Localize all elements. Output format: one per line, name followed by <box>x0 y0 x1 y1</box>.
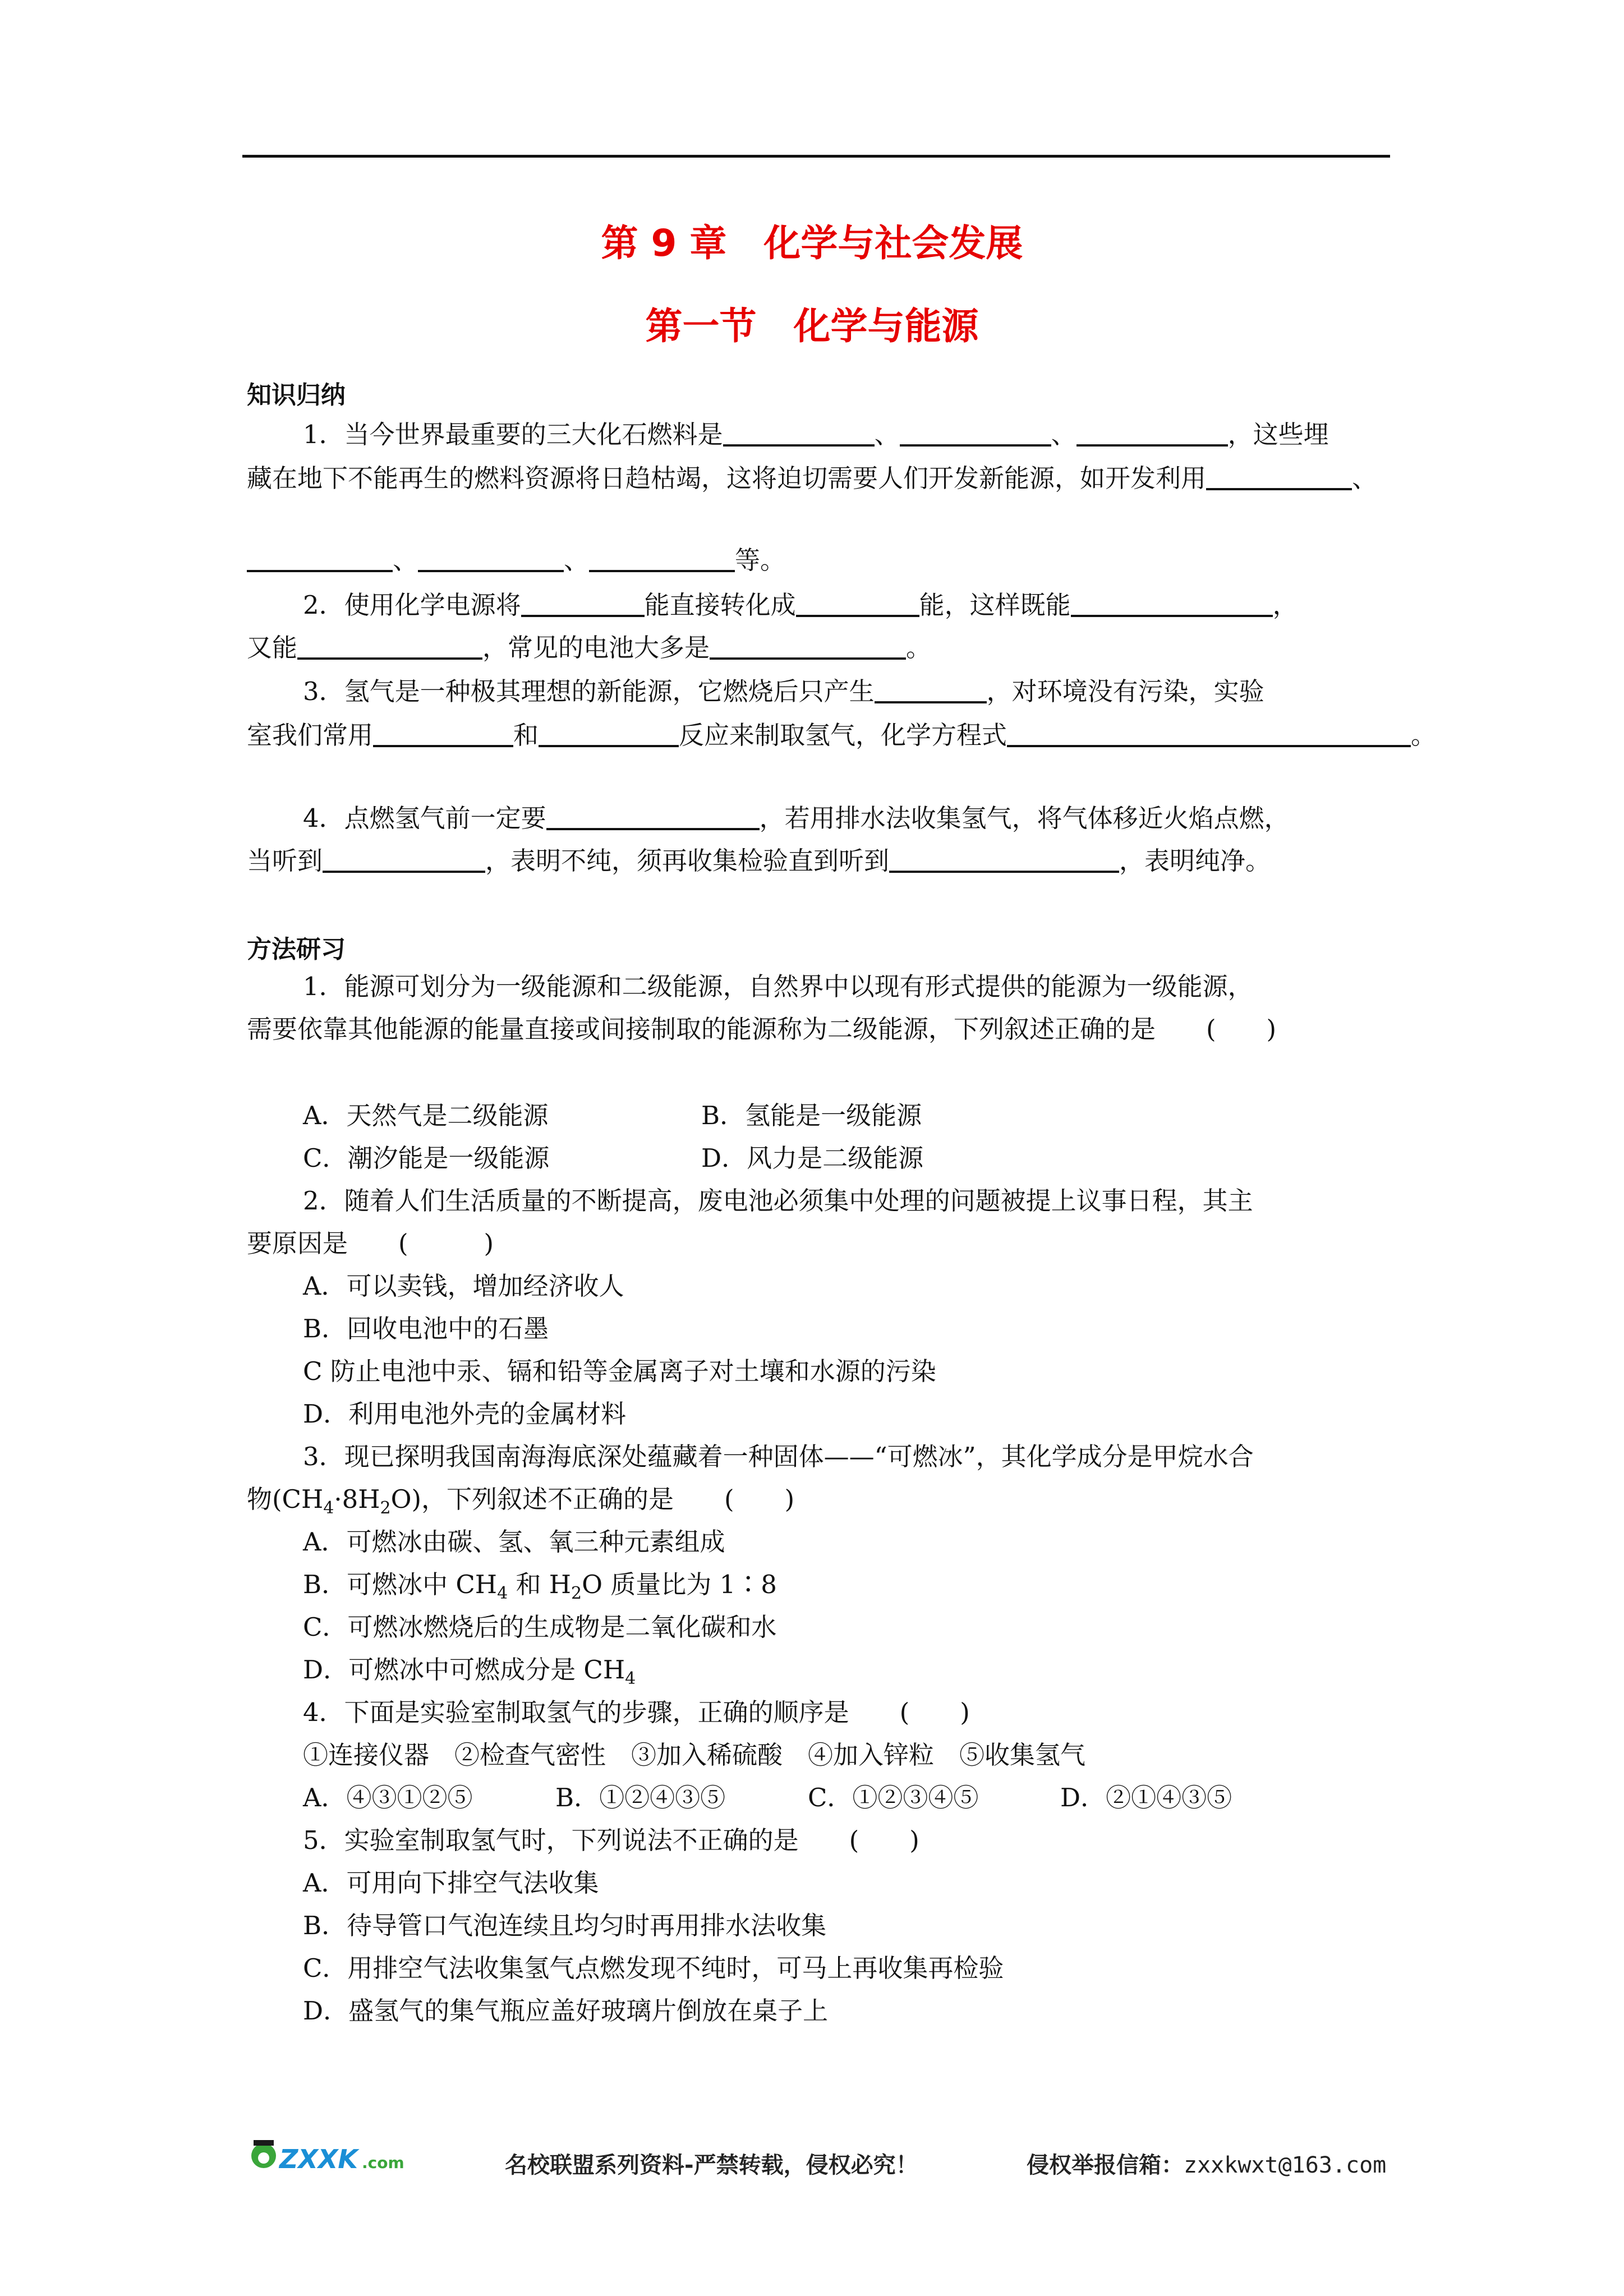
blank[interactable] <box>875 677 987 703</box>
svg-text:.com: .com <box>362 2154 404 2172</box>
method-q3-option-d: D．可燃冰中可燃成分是 $CH_4$ <box>303 1655 636 1688</box>
method-q3-option-a: A．可燃冰由碳、氢、氧三种元素组成 <box>303 1527 725 1557</box>
method-q4-option-c: C．①②③④⑤ <box>808 1783 979 1812</box>
method-q4-option-b: B．①②④③⑤ <box>555 1783 726 1812</box>
footer-slogan: 名校联盟系列资料-严禁转载，侵权必究！ <box>505 2152 918 2178</box>
method-q5-option-d: D．盛氢气的集气瓶应盖好玻璃片倒放在桌子上 <box>303 1996 829 2026</box>
zxxk-logo <box>247 2134 415 2185</box>
methods-heading: 方法研习 <box>247 935 346 964</box>
method-q3-line1: 3．现已探明我国南海海底深处蕴藏着一种固体——“可燃冰”，其化学成分是甲烷水合 <box>303 1442 1254 1471</box>
knowledge-q3-line1: 3．氢气是一种极其理想的新能源，它燃烧后只产生 ，对环境没有污染，实验 <box>303 677 1264 706</box>
blank[interactable] <box>546 803 760 830</box>
blank[interactable] <box>418 545 564 572</box>
blank[interactable] <box>889 846 1119 873</box>
method-q2-option-d: D．利用电池外壳的金属材料 <box>303 1399 627 1429</box>
knowledge-q4-line1: 4．点燃氢气前一定要 ，若用排水法收集氢气，将气体移近火焰点燃， <box>303 803 1290 833</box>
blank[interactable] <box>900 420 1051 447</box>
svg-text:ZXXK: ZXXK <box>279 2144 358 2174</box>
blank[interactable] <box>539 720 679 747</box>
method-q2-option-b: B．回收电池中的石墨 <box>303 1314 549 1343</box>
knowledge-heading: 知识归纳 <box>247 381 346 409</box>
knowledge-q1-line3: 、 、 等。 <box>247 545 785 573</box>
method-q4-option-a: A．④③①②⑤ <box>303 1783 473 1812</box>
blank[interactable] <box>710 633 906 660</box>
knowledge-q2-line1: 2．使用化学电源将 能直接转化成 能，这样既能 ， <box>303 590 1298 620</box>
blank[interactable] <box>796 590 919 617</box>
knowledge-q4-line2: 当听到 ，表明不纯，须再收集检验直到听到 ，表明纯净。 <box>247 846 1271 876</box>
chapter-title: 第 9 章 化学与社会发展 <box>601 222 1023 265</box>
blank[interactable] <box>589 545 735 572</box>
top-rule <box>242 155 1390 158</box>
method-q2-option-c: C 防止电池中汞、镉和铅等金属离子对土壤和水源的污染 <box>303 1356 936 1386</box>
section-title: 第一节 化学与能源 <box>645 305 979 348</box>
method-q3-option-c: C．可燃冰燃烧后的生成物是二氧化碳和水 <box>303 1612 777 1642</box>
method-q2-option-a: A．可以卖钱，增加经济收人 <box>303 1271 624 1301</box>
report-email[interactable]: zxxkwxt@163.com <box>1184 2152 1387 2178</box>
method-q1-option-c: C．潮汐能是一级能源 <box>303 1143 550 1173</box>
method-q1-option-a: A．天然气是二级能源 <box>303 1101 549 1130</box>
blank[interactable] <box>323 846 485 873</box>
blank[interactable] <box>297 633 482 660</box>
knowledge-q2-line2: 又能 ，常见的电池大多是 。 <box>247 633 932 662</box>
method-q2-line2: 要原因是 ( ) <box>247 1228 494 1258</box>
method-q4-steps: ①连接仪器 ②检查气密性 ③加入稀硫酸 ④加入锌粒 ⑤收集氢气 <box>303 1740 1086 1770</box>
blank[interactable] <box>723 420 875 447</box>
blank[interactable] <box>1007 720 1411 747</box>
method-q1-line1: 1．能源可划分为一级能源和二级能源，自然界中以现有形式提供的能源为一级能源， <box>303 972 1253 1001</box>
footer-report: 侵权举报信箱：zxxkwxt@163.com <box>1027 2152 1387 2178</box>
method-q5-option-c: C．用排空气法收集氢气点燃发现不纯时，可马上再收集再检验 <box>303 1953 1004 1983</box>
method-q5-option-a: A．可用向下排空气法收集 <box>303 1868 599 1898</box>
blank[interactable] <box>1076 420 1228 447</box>
method-q3-option-b: B．可燃冰中 $CH_4$ 和 $H_2O$ 质量比为 1∶8 <box>303 1570 777 1603</box>
blank[interactable] <box>247 545 393 572</box>
method-q1-option-b: B．氢能是一级能源 <box>701 1101 922 1130</box>
blank[interactable] <box>1071 590 1273 617</box>
method-q3-line2: 物$(CH_4\cdot 8H_2O)$，下列叙述不正确的是 ( ) <box>247 1484 795 1518</box>
blank[interactable] <box>373 720 513 747</box>
knowledge-q1-line1: 1．当今世界最重要的三大化石燃料是 、 、 ，这些埋 <box>303 420 1329 449</box>
method-q1-option-d: D．风力是二级能源 <box>701 1143 924 1173</box>
blank[interactable] <box>521 590 645 617</box>
method-q5-option-b: B．待导管口气泡连续且均匀时再用排水法收集 <box>303 1911 827 1940</box>
blank[interactable] <box>1206 463 1352 490</box>
method-q2-line1: 2．随着人们生活质量的不断提高，废电池必须集中处理的问题被提上议事日程，其主 <box>303 1186 1253 1216</box>
method-q4-line1: 4．下面是实验室制取氢气的步骤，正确的顺序是 ( ) <box>303 1697 970 1727</box>
knowledge-q3-line2: 室我们常用 和 反应来制取氢气，化学方程式 。 <box>247 720 1437 750</box>
knowledge-q1-line2: 藏在地下不能再生的燃料资源将日趋枯竭，这将迫切需要人们开发新能源，如开发利用 、 <box>247 463 1378 493</box>
method-q4-option-d: D．②①④③⑤ <box>1060 1783 1232 1812</box>
method-q5-line1: 5．实验室制取氢气时，下列说法不正确的是 ( ) <box>303 1825 919 1855</box>
method-q1-line2: 需要依靠其他能源的能量直接或间接制取的能源称为二级能源，下列叙述正确的是 ( ) <box>247 1014 1277 1044</box>
